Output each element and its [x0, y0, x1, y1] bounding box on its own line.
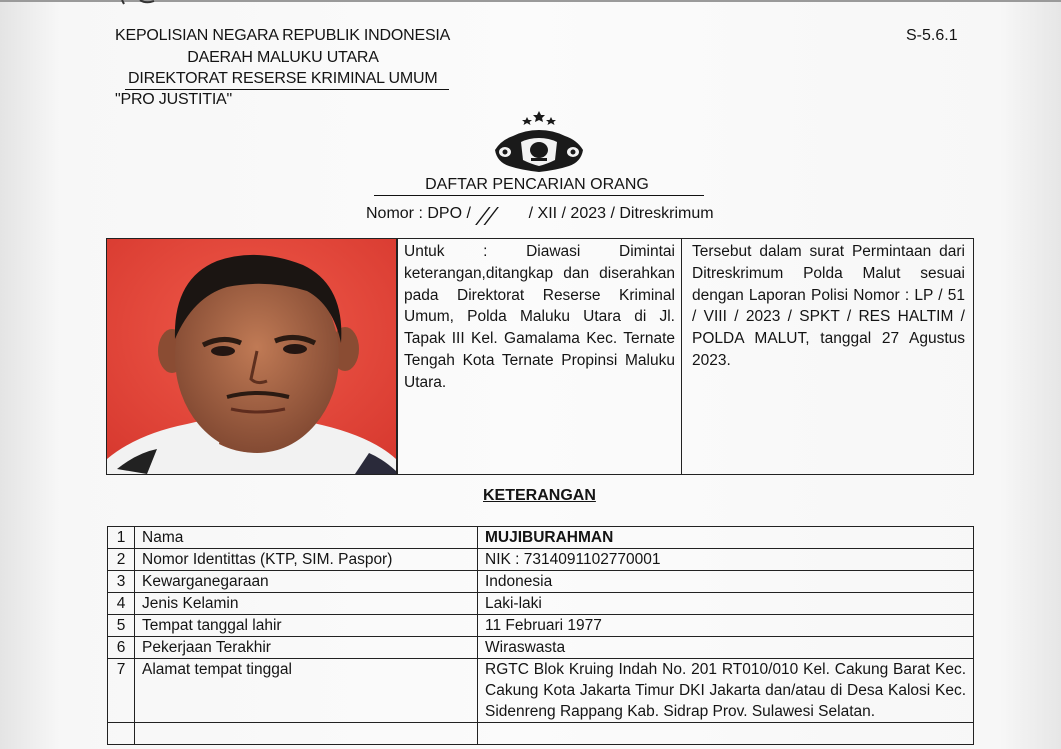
wanted-info-box [106, 238, 974, 475]
header-pro-justitia: "PRO JUSTITIA" [115, 91, 233, 108]
document-title: DAFTAR PENCARIAN ORANG [425, 176, 649, 193]
row-number: 7 [108, 659, 135, 723]
document-code: S-5.6.1 [906, 27, 958, 44]
row-label: Tempat tanggal lahir [135, 615, 478, 637]
row-number: 1 [108, 527, 135, 549]
instruction-text: Untuk : Diawasi Dimintai keterangan,ditangkap dan diserahkan pada Direktorat Reserse Kriminal Umum, Polda Maluku Utara di Jl. Tapak III Kel. Gamalama Kec. Ternate Tengah Kota Ternate Propinsi Maluku Utara. [398, 239, 682, 474]
row-label: Jenis Kelamin [135, 593, 478, 615]
row-value [478, 527, 974, 549]
keterangan-title: KETERANGAN [483, 487, 596, 504]
row-number [108, 723, 135, 745]
handwritten-number: // [476, 204, 500, 229]
table-row [108, 659, 974, 723]
row-label: Pekerjaan Terakhir [135, 637, 478, 659]
table-row [108, 571, 974, 593]
table-row [108, 549, 974, 571]
scan-artifact [120, 0, 164, 5]
row-value: RGTC Blok Kruing Indah No. 201 RT010/010 Kel. Cakung Barat Kec. Cakung Kota Jakarta Timur DKI Jakarta dan/atau di Desa Kalosi Kec. Sidenreng Rappang Kab. Sidrap Prov. Sulawesi Selatan. [478, 659, 974, 723]
police-emblem-icon [491, 110, 587, 174]
row-number: 2 [108, 549, 135, 571]
row-value: 11 Februari 1977 [478, 615, 974, 637]
row-value: NIK : 7314091102770001 [478, 549, 974, 571]
suspect-name: MUJIBURAHMAN [485, 529, 614, 546]
title-underline [374, 195, 704, 196]
header-underline [125, 89, 449, 90]
header-institution: KEPOLISIAN NEGARA REPUBLIK INDONESIA [115, 27, 451, 44]
row-value: Indonesia [478, 571, 974, 593]
row-number: 5 [108, 615, 135, 637]
suspect-portrait [107, 239, 396, 474]
row-number: 6 [108, 637, 135, 659]
suspect-details-table [107, 526, 974, 745]
row-value [478, 723, 974, 745]
row-number: 3 [108, 571, 135, 593]
row-label: Kewarganegaraan [135, 571, 478, 593]
row-label [135, 723, 478, 745]
number-prefix: Nomor : DPO / [366, 205, 471, 222]
table-row [108, 615, 974, 637]
table-row [108, 593, 974, 615]
row-value: Wiraswasta [478, 637, 974, 659]
row-label: Nama [135, 527, 478, 549]
reference-text: Tersebut dalam surat Permintaan dari Ditreskrimum Polda Malut sesuai dengan Laporan Polisi Nomor : LP / 51 / VIII / 2023 / SPKT / RES HALTIM / POLDA MALUT, tanggal 27 Agustus 2023. [692, 243, 965, 369]
table-row [108, 637, 974, 659]
table-row-cut-off [108, 723, 974, 745]
row-label: Nomor Identittas (KTP, SIM. Paspor) [135, 549, 478, 571]
suspect-photo [107, 239, 398, 474]
document-number [366, 199, 714, 229]
row-label: Alamat tempat tinggal [135, 659, 478, 723]
header-directorate: DIREKTORAT RESERSE KRIMINAL UMUM [128, 70, 438, 87]
table-row [108, 527, 974, 549]
row-value: Laki-laki [478, 593, 974, 615]
number-suffix: / XII / 2023 / Ditreskrimum [528, 205, 714, 222]
header-region: DAERAH MALUKU UTARA [187, 49, 379, 66]
row-number: 4 [108, 593, 135, 615]
